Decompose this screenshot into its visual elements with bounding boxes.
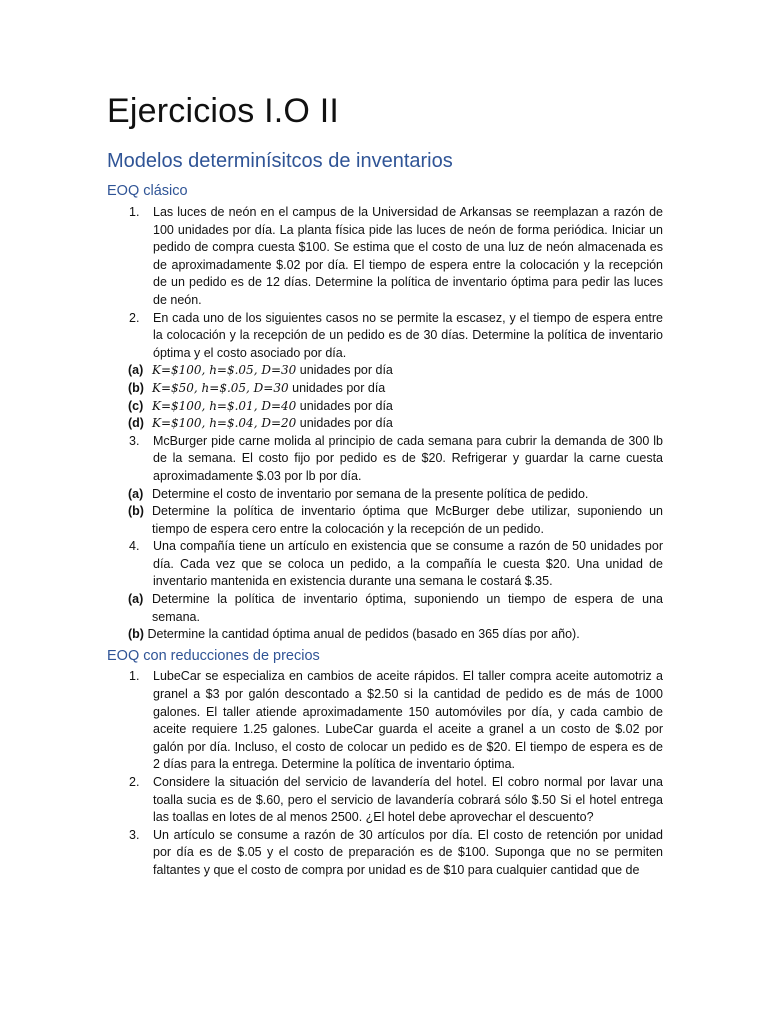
case-label: (b): [128, 380, 144, 395]
case-suffix: unidades por día: [296, 398, 393, 413]
case-d: [107, 415, 663, 433]
item-text: McBurger pide carne molida al principio de cada semana para cubrir la demanda de 300 lb de la semana. El costo fijo por pedido es de $20. Refrigerar y guardar la carne cuesta aproximadamente $.03 por lb por día.: [153, 433, 663, 483]
eoq-list: [107, 204, 663, 644]
case-label: (a): [128, 363, 144, 378]
case-math: K=$100, h=$.04, D=20: [152, 416, 297, 431]
sub-text: Determine la política de inventario óptima que McBurger debe utilizar, suponiendo un tiempo de espera cero entre la colocación y la recepción de un pedido.: [152, 504, 663, 536]
list-item: [107, 433, 663, 486]
sub-text: Determine la cantidad óptima anual de pedidos (basado en 365 días por año).: [147, 627, 580, 642]
item-number: 4.: [129, 539, 140, 554]
sub-label: (b): [128, 504, 144, 519]
sub-item-a: [107, 591, 663, 626]
list-item: [107, 310, 663, 363]
case-math: K=$100, h=$.01, D=40: [152, 398, 297, 413]
sub-item-b: [107, 626, 663, 644]
subsection-heading-eoq: EOQ clásico: [107, 183, 188, 199]
item-number: 3.: [129, 433, 140, 448]
page-title: Ejercicios I.O II: [107, 92, 340, 130]
sub-text: Determine el costo de inventario por semana de la presente política de pedido.: [152, 486, 589, 501]
item-number: 1.: [129, 205, 140, 219]
subsection-heading-reductions: EOQ con reducciones de precios: [107, 647, 320, 664]
case-suffix: unidades por día: [288, 380, 386, 395]
case-math: K=$100, h=$.05, D=30: [152, 363, 297, 378]
document-body: [107, 204, 663, 880]
sub-label: (a): [128, 486, 144, 501]
item-text: En cada uno de los siguientes casos no se permite la escasez, y el tiempo de espera entre la colocación y la recepción de un pedido es de 30 días. Determine la política de inventario óptima y el costo asociado por día.: [153, 310, 663, 360]
sub-label: (a): [128, 592, 144, 607]
sub-label: (b): [128, 627, 144, 642]
case-math: K=$50, h=$.05, D=30: [152, 380, 289, 395]
case-suffix: unidades por día: [296, 416, 393, 431]
case-suffix: unidades por día: [296, 363, 393, 378]
item-text: Considere la situación del servicio de lavandería del hotel. El cobro normal por lavar una toalla sucia es de $.60, pero el servicio de lavandería cobrará sólo $.50 Si el hotel entrega las toallas en lotes de al menos 2500. ¿El hotel debe aprovechar el descuento?: [153, 775, 663, 825]
reduction-list: [107, 668, 663, 879]
list-item: [107, 668, 663, 774]
item-text: Las luces de neón en el campus de la Universidad de Arkansas se reemplazan a razón de 100 unidades por día. La planta física pide las luces de neón de forma periódica. Iniciar un pedido de compra cuesta $100. Se estima que el costo de una luz de neón almacenada es de aproximadamente $.02 por día. El tiempo de espera entre la colocación y la recepción de un pedido es de 12 días. Determine la política de inventario óptima para pedir las luces de neón.: [153, 205, 663, 307]
item-number: 1.: [129, 669, 140, 684]
case-a: [107, 362, 663, 380]
list-item: [107, 774, 663, 827]
sub-item-b: [107, 503, 663, 538]
item-text: Una compañía tiene un artículo en existencia que se consume a razón de 50 unidades por día. Cada vez que se coloca un pedido, a la compañía le cuesta $20. Una unidad de inventario mantenida en existencia durante una semana le costará $.35.: [153, 539, 663, 589]
list-item: [107, 538, 663, 591]
case-c: [107, 398, 663, 416]
item-number: 3.: [129, 827, 140, 842]
section-heading: Modelos determinísitcos de inventarios: [107, 150, 453, 172]
list-item: [107, 827, 663, 880]
item-text: LubeCar se especializa en cambios de aceite rápidos. El taller compra aceite automotriz a granel a $3 por galón descontado a $2.50 si la cantidad de pedido es de más de 1000 galones. El taller atiende aproximadamente 150 automóviles por día, y cada cambio de aceite requiere 1.25 galones. LubeCar guarda el aceite a granel a un costo de $.02 por galón por día. Incluso, el costo de colocar un pedido es de $20. El tiempo de espera es de 2 días para la entrega. Determine la política de inventario óptima.: [153, 669, 663, 772]
item-number: 2.: [129, 310, 140, 325]
case-label: (d): [128, 416, 144, 431]
list-item: [107, 204, 663, 310]
item-number: 2.: [129, 775, 140, 789]
case-label: (c): [128, 398, 144, 413]
case-b: [107, 380, 663, 398]
sub-text: Determine la política de inventario óptima, suponiendo un tiempo de espera de una semana.: [152, 592, 663, 624]
sub-item-a: [107, 486, 663, 504]
item-text: Un artículo se consume a razón de 30 artículos por día. El costo de retención por unidad por día es de $.05 y el costo de preparación es de $100. Suponga que no se permiten faltantes y que el costo de compra por unidad es de $10 para cualquier cantidad que de: [153, 827, 663, 877]
